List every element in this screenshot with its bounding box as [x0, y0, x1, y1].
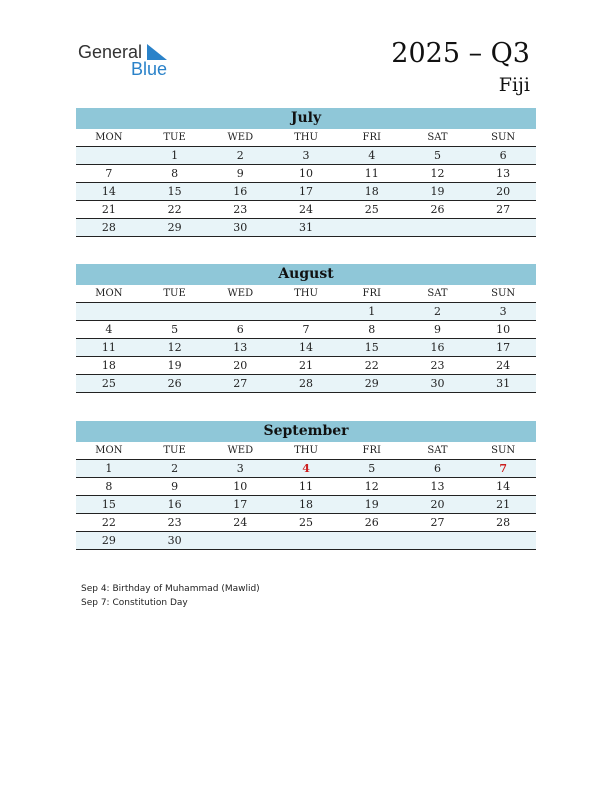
- day-cell: 16: [430, 341, 445, 354]
- day-cell: 13: [430, 480, 445, 493]
- day-cell: 2: [171, 462, 179, 475]
- day-cell: 21: [299, 359, 314, 372]
- day-cell: 11: [364, 167, 379, 180]
- weekday-label: SUN: [491, 288, 516, 299]
- day-cell: 27: [430, 516, 445, 529]
- day-cell: 24: [299, 203, 314, 216]
- day-cell: 2: [236, 149, 244, 162]
- week-row: [76, 321, 536, 339]
- weekday-label: THU: [294, 288, 318, 299]
- empty-day-cell: [76, 147, 142, 164]
- day-cell: 9: [171, 480, 179, 493]
- day-cell: 14: [101, 185, 116, 198]
- day-cell: 16: [167, 498, 182, 511]
- day-cell: 26: [364, 516, 379, 529]
- day-cell: 29: [364, 377, 379, 390]
- week-row: [76, 165, 536, 183]
- week-row: [76, 478, 536, 496]
- day-cell: 7: [499, 462, 507, 475]
- day-cell: 22: [167, 203, 182, 216]
- day-cell: 10: [299, 167, 314, 180]
- empty-day-cell: [470, 532, 536, 549]
- weekday-label: SAT: [427, 132, 448, 143]
- day-cell: 16: [233, 185, 248, 198]
- day-cell: 15: [364, 341, 379, 354]
- day-cell: 20: [430, 498, 445, 511]
- day-cell: 28: [299, 377, 314, 390]
- day-cell: 26: [167, 377, 182, 390]
- month-block-2: [76, 421, 536, 550]
- day-cell: 24: [496, 359, 511, 372]
- day-cell: 18: [364, 185, 379, 198]
- week-row: [76, 147, 536, 165]
- week-row: [76, 375, 536, 393]
- day-cell: 23: [233, 203, 248, 216]
- week-row: [76, 532, 536, 550]
- month-header: August: [76, 264, 536, 285]
- day-cell: 24: [233, 516, 248, 529]
- day-cell: 5: [433, 149, 441, 162]
- day-cell: 23: [430, 359, 445, 372]
- empty-day-cell: [339, 219, 405, 236]
- day-cell: 5: [368, 462, 376, 475]
- day-cell: 31: [299, 221, 314, 234]
- weekday-label: THU: [294, 445, 318, 456]
- day-cell: 17: [233, 498, 248, 511]
- page-title: 2025 – Q3: [391, 38, 530, 69]
- day-cell: 8: [368, 323, 376, 336]
- day-cell: 11: [101, 341, 116, 354]
- weekday-label: SAT: [427, 288, 448, 299]
- day-cell: 4: [302, 462, 310, 475]
- day-cell: 8: [105, 480, 113, 493]
- weekday-label: TUE: [163, 445, 186, 456]
- logo-word-blue: Blue: [131, 59, 168, 79]
- weekday-label: WED: [227, 445, 254, 456]
- weekday-header-row: [76, 285, 536, 303]
- day-cell: 30: [430, 377, 445, 390]
- day-cell: 28: [101, 221, 116, 234]
- month-block-1: [76, 264, 536, 393]
- day-cell: 19: [167, 359, 182, 372]
- day-cell: 17: [496, 341, 511, 354]
- day-cell: 2: [433, 305, 441, 318]
- holiday-notes: [81, 582, 260, 610]
- day-cell: 11: [299, 480, 314, 493]
- day-cell: 25: [299, 516, 314, 529]
- day-cell: 7: [302, 323, 310, 336]
- day-cell: 18: [299, 498, 314, 511]
- week-row: [76, 219, 536, 237]
- day-cell: 28: [496, 516, 511, 529]
- week-row: [76, 339, 536, 357]
- weekday-label: WED: [227, 132, 254, 143]
- weekday-header-row: [76, 442, 536, 460]
- empty-day-cell: [76, 303, 142, 320]
- day-cell: 27: [233, 377, 248, 390]
- weekday-label: TUE: [163, 132, 186, 143]
- day-cell: 17: [299, 185, 314, 198]
- weekday-label: FRI: [362, 445, 381, 456]
- day-cell: 25: [101, 377, 116, 390]
- day-cell: 14: [299, 341, 314, 354]
- weekday-label: MON: [95, 288, 123, 299]
- day-cell: 19: [364, 498, 379, 511]
- logo: [78, 40, 178, 80]
- empty-day-cell: [405, 532, 471, 549]
- week-row: [76, 303, 536, 321]
- weekday-label: MON: [95, 132, 123, 143]
- day-cell: 21: [101, 203, 116, 216]
- day-cell: 12: [364, 480, 379, 493]
- day-cell: 3: [499, 305, 507, 318]
- day-cell: 20: [496, 185, 511, 198]
- day-cell: 8: [171, 167, 179, 180]
- empty-day-cell: [470, 219, 536, 236]
- day-cell: 1: [171, 149, 179, 162]
- day-cell: 10: [496, 323, 511, 336]
- day-cell: 26: [430, 203, 445, 216]
- day-cell: 9: [236, 167, 244, 180]
- week-row: [76, 201, 536, 219]
- day-cell: 25: [364, 203, 379, 216]
- day-cell: 30: [233, 221, 248, 234]
- day-cell: 9: [433, 323, 441, 336]
- day-cell: 3: [236, 462, 244, 475]
- day-cell: 4: [105, 323, 113, 336]
- day-cell: 23: [167, 516, 182, 529]
- day-cell: 6: [499, 149, 507, 162]
- day-cell: 12: [167, 341, 182, 354]
- day-cell: 21: [496, 498, 511, 511]
- holiday-note: Sep 4: Birthday of Muhammad (Mawlid): [81, 584, 260, 594]
- month-header: September: [76, 421, 536, 442]
- weekday-label: MON: [95, 445, 123, 456]
- weekday-header-row: [76, 129, 536, 147]
- weekday-label: THU: [294, 132, 318, 143]
- day-cell: 13: [496, 167, 511, 180]
- empty-day-cell: [207, 303, 273, 320]
- day-cell: 13: [233, 341, 248, 354]
- day-cell: 18: [101, 359, 116, 372]
- day-cell: 1: [105, 462, 113, 475]
- weekday-label: WED: [227, 288, 254, 299]
- day-cell: 29: [101, 534, 116, 547]
- empty-day-cell: [273, 532, 339, 549]
- day-cell: 22: [364, 359, 379, 372]
- week-row: [76, 496, 536, 514]
- weekday-label: SUN: [491, 132, 516, 143]
- day-cell: 6: [236, 323, 244, 336]
- day-cell: 7: [105, 167, 113, 180]
- day-cell: 30: [167, 534, 182, 547]
- day-cell: 4: [368, 149, 376, 162]
- week-row: [76, 460, 536, 478]
- weekday-label: SAT: [427, 445, 448, 456]
- weekday-label: FRI: [362, 132, 381, 143]
- day-cell: 15: [101, 498, 116, 511]
- day-cell: 29: [167, 221, 182, 234]
- day-cell: 12: [430, 167, 445, 180]
- day-cell: 19: [430, 185, 445, 198]
- weekday-label: SUN: [491, 445, 516, 456]
- empty-day-cell: [339, 532, 405, 549]
- day-cell: 22: [101, 516, 116, 529]
- day-cell: 5: [171, 323, 179, 336]
- weekday-label: FRI: [362, 288, 381, 299]
- month-header: July: [76, 108, 536, 129]
- day-cell: 3: [302, 149, 310, 162]
- day-cell: 27: [496, 203, 511, 216]
- weekday-label: TUE: [163, 288, 186, 299]
- logo-word-general: General: [78, 42, 143, 62]
- day-cell: 10: [233, 480, 248, 493]
- empty-day-cell: [405, 219, 471, 236]
- holiday-note: Sep 7: Constitution Day: [81, 598, 188, 608]
- day-cell: 31: [496, 377, 511, 390]
- week-row: [76, 514, 536, 532]
- day-cell: 15: [167, 185, 182, 198]
- empty-day-cell: [142, 303, 208, 320]
- day-cell: 1: [368, 305, 376, 318]
- day-cell: 6: [433, 462, 441, 475]
- week-row: [76, 183, 536, 201]
- empty-day-cell: [273, 303, 339, 320]
- empty-day-cell: [207, 532, 273, 549]
- month-block-0: [76, 108, 536, 237]
- day-cell: 20: [233, 359, 248, 372]
- week-row: [76, 357, 536, 375]
- day-cell: 14: [496, 480, 511, 493]
- country-name: Fiji: [498, 74, 530, 96]
